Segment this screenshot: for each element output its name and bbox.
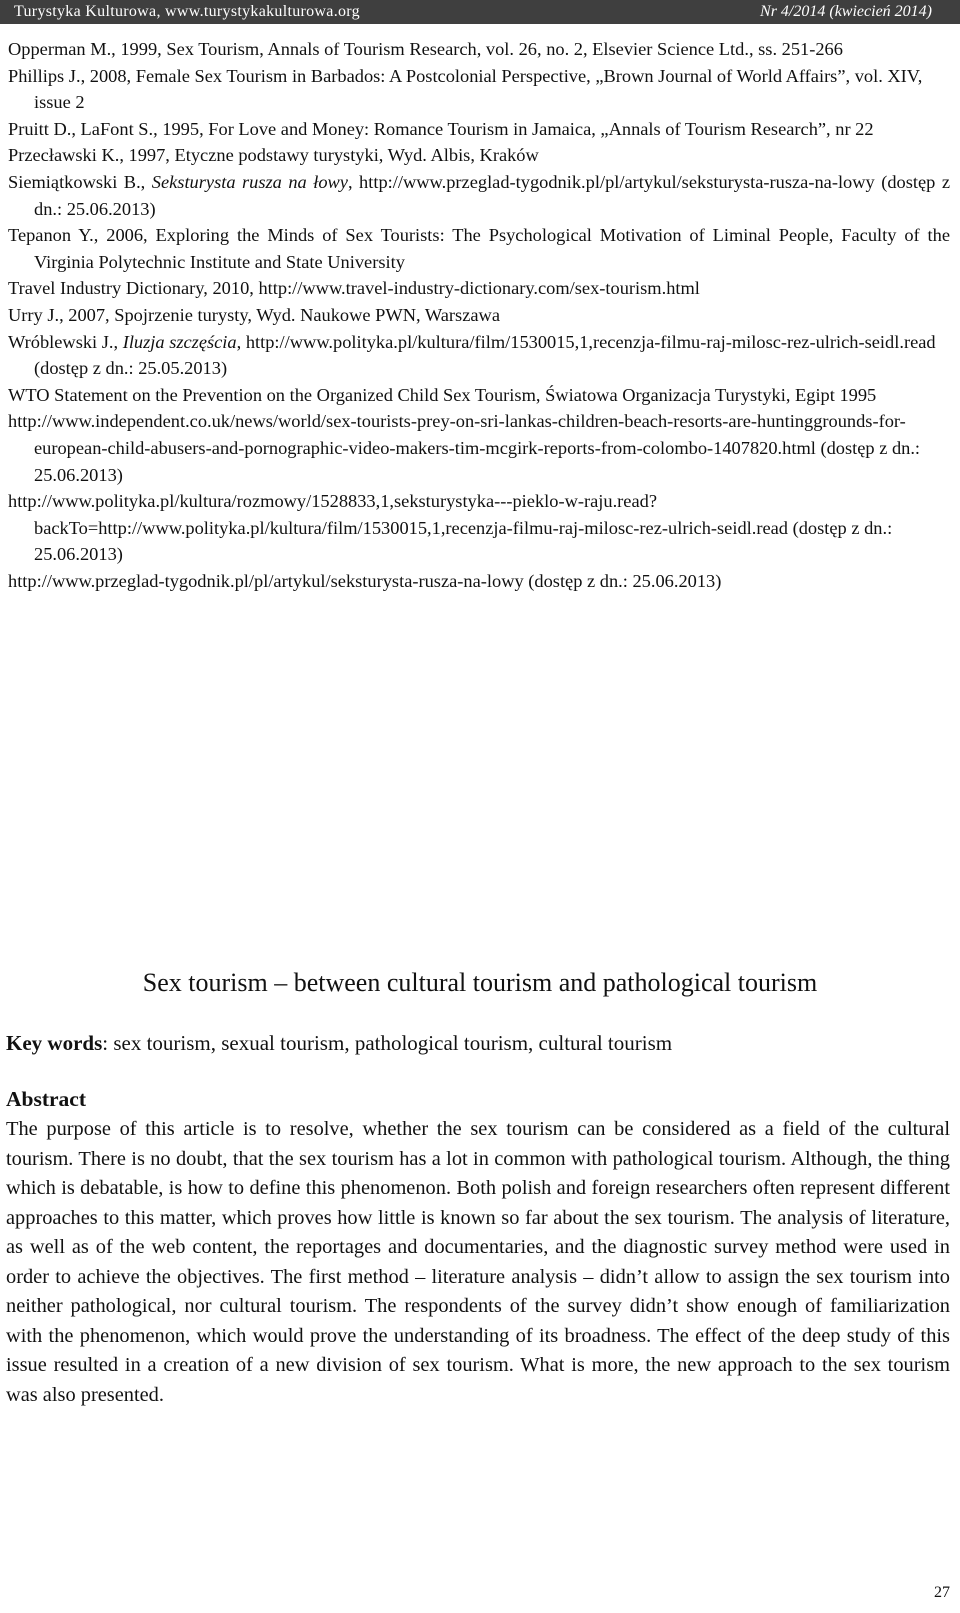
reference-item: WTO Statement on the Prevention on the Organized Child Sex Tourism, Światowa Organizacja Turystyki, Egipt 1995 — [8, 384, 877, 405]
running-header — [0, 0, 960, 24]
keywords-line — [6, 1031, 672, 1056]
reference-link[interactable]: , http://www.przeglad-tygodnik.pl/pl/artykul/seksturysta-rusza-na-lowy (dostęp z dn.: 25.06.2013) — [34, 171, 950, 219]
reference-item: Pruitt D., LaFont S., 1995, For Love and Money: Romance Tourism in Jamaica, „Annals of Tourism Research”, nr 22 — [8, 118, 874, 139]
abstract-heading: Abstract — [6, 1087, 87, 1111]
keywords-label: Key words — [6, 1031, 103, 1055]
issue-number: Nr 4/2014 (kwiecień 2014) — [760, 3, 932, 20]
reference-title: Iluzja szczęścia — [122, 331, 237, 352]
reference-link-item[interactable]: http://www.independent.co.uk/news/world/sex-tourists-prey-on-sri-lankas-children-beach-resorts-are-huntinggrounds-for-european-child-abusers-and-pornographic-video-makers-tim-mcgirk-reports-from-colombo-1407820.html (dostęp z dn.: 25.06.2013) — [8, 411, 921, 485]
reference-list — [8, 36, 950, 594]
reference-author: Wróblewski J., — [8, 331, 123, 352]
journal-name: Turystyka Kulturowa, www.turystykakulturowa.org — [14, 3, 360, 20]
reference-link[interactable]: , http://www.polityka.pl/kultura/film/1530015,1,recenzja-filmu-raj-milosc-rez-ulrich-seidl.read (dostęp z dn.: 25.05.2013) — [34, 331, 936, 379]
reference-item — [8, 169, 950, 222]
article-title: Sex tourism – between cultural tourism and pathological tourism — [142, 968, 818, 997]
reference-item: Urry J., 2007, Spojrzenie turysty, Wyd. Naukowe PWN, Warszawa — [8, 304, 500, 325]
abstract-text: The purpose of this article is to resolve, whether the sex tourism can be considered as a field of the cultural tourism. There is no doubt, that the sex tourism has a lot in common with pathological tourism. Although, the thing which is debatable, is how to define this phenomenon. Both polish and foreign researchers often represent different approaches to this matter, which proves how little is known so far about the sex tourism. The analysis of literature, as well as of the web content, the reportages and documentaries, and the diagnostic survey method were used in order to achieve the objectives. The first method – literature analysis – didn’t allow to assign the sex tourism into neither pathological, nor cultural tourism. The respondents of the survey didn’t show enough of familiarization with the phenomenon, which would prove the understanding of its broadness. The effect of the deep study of this issue resulted in a creation of a new division of sex tourism. What is more, the new approach to the sex tourism was also presented. — [6, 1118, 950, 1406]
reference-link-item[interactable]: http://www.przeglad-tygodnik.pl/pl/artykul/seksturysta-rusza-na-lowy (dostęp z dn.: 25.06.2013) — [8, 570, 722, 591]
reference-author: Siemiątkowski B., — [8, 171, 152, 192]
reference-item: Tepanon Y., 2006, Exploring the Minds of Sex Tourists: The Psychological Motivation of Liminal People, Faculty of the Virginia Polytechnic Institute and State University — [8, 225, 950, 272]
reference-item: Travel Industry Dictionary, 2010, http://www.travel-industry-dictionary.com/sex-tourism.html — [8, 278, 700, 299]
reference-item — [8, 329, 950, 382]
reference-item: Phillips J., 2008, Female Sex Tourism in Barbados: A Postcolonial Perspective, „Brown Journal of World Affairs”, vol. XIV, issue 2 — [8, 65, 923, 113]
reference-item: Przecławski K., 1997, Etyczne podstawy turystyki, Wyd. Albis, Kraków — [8, 145, 539, 166]
reference-link-item[interactable]: http://www.polityka.pl/kultura/rozmowy/1528833,1,seksturystyka---pieklo-w-raju.read?backTo=http://www.polityka.pl/kultura/film/1530015,1,recenzja-filmu-raj-milosc-rez-ulrich-seidl.read (dostęp z dn.: 25.06.2013) — [8, 491, 893, 565]
page-number: 27 — [934, 1584, 950, 1601]
keywords-text: : sex tourism, sexual tourism, pathological tourism, cultural tourism — [102, 1031, 673, 1055]
reference-item: Opperman M., 1999, Sex Tourism, Annals of Tourism Research, vol. 26, no. 2, Elsevier Science Ltd., ss. 251-266 — [8, 39, 843, 59]
reference-title: Seksturysta rusza na łowy — [151, 171, 348, 192]
